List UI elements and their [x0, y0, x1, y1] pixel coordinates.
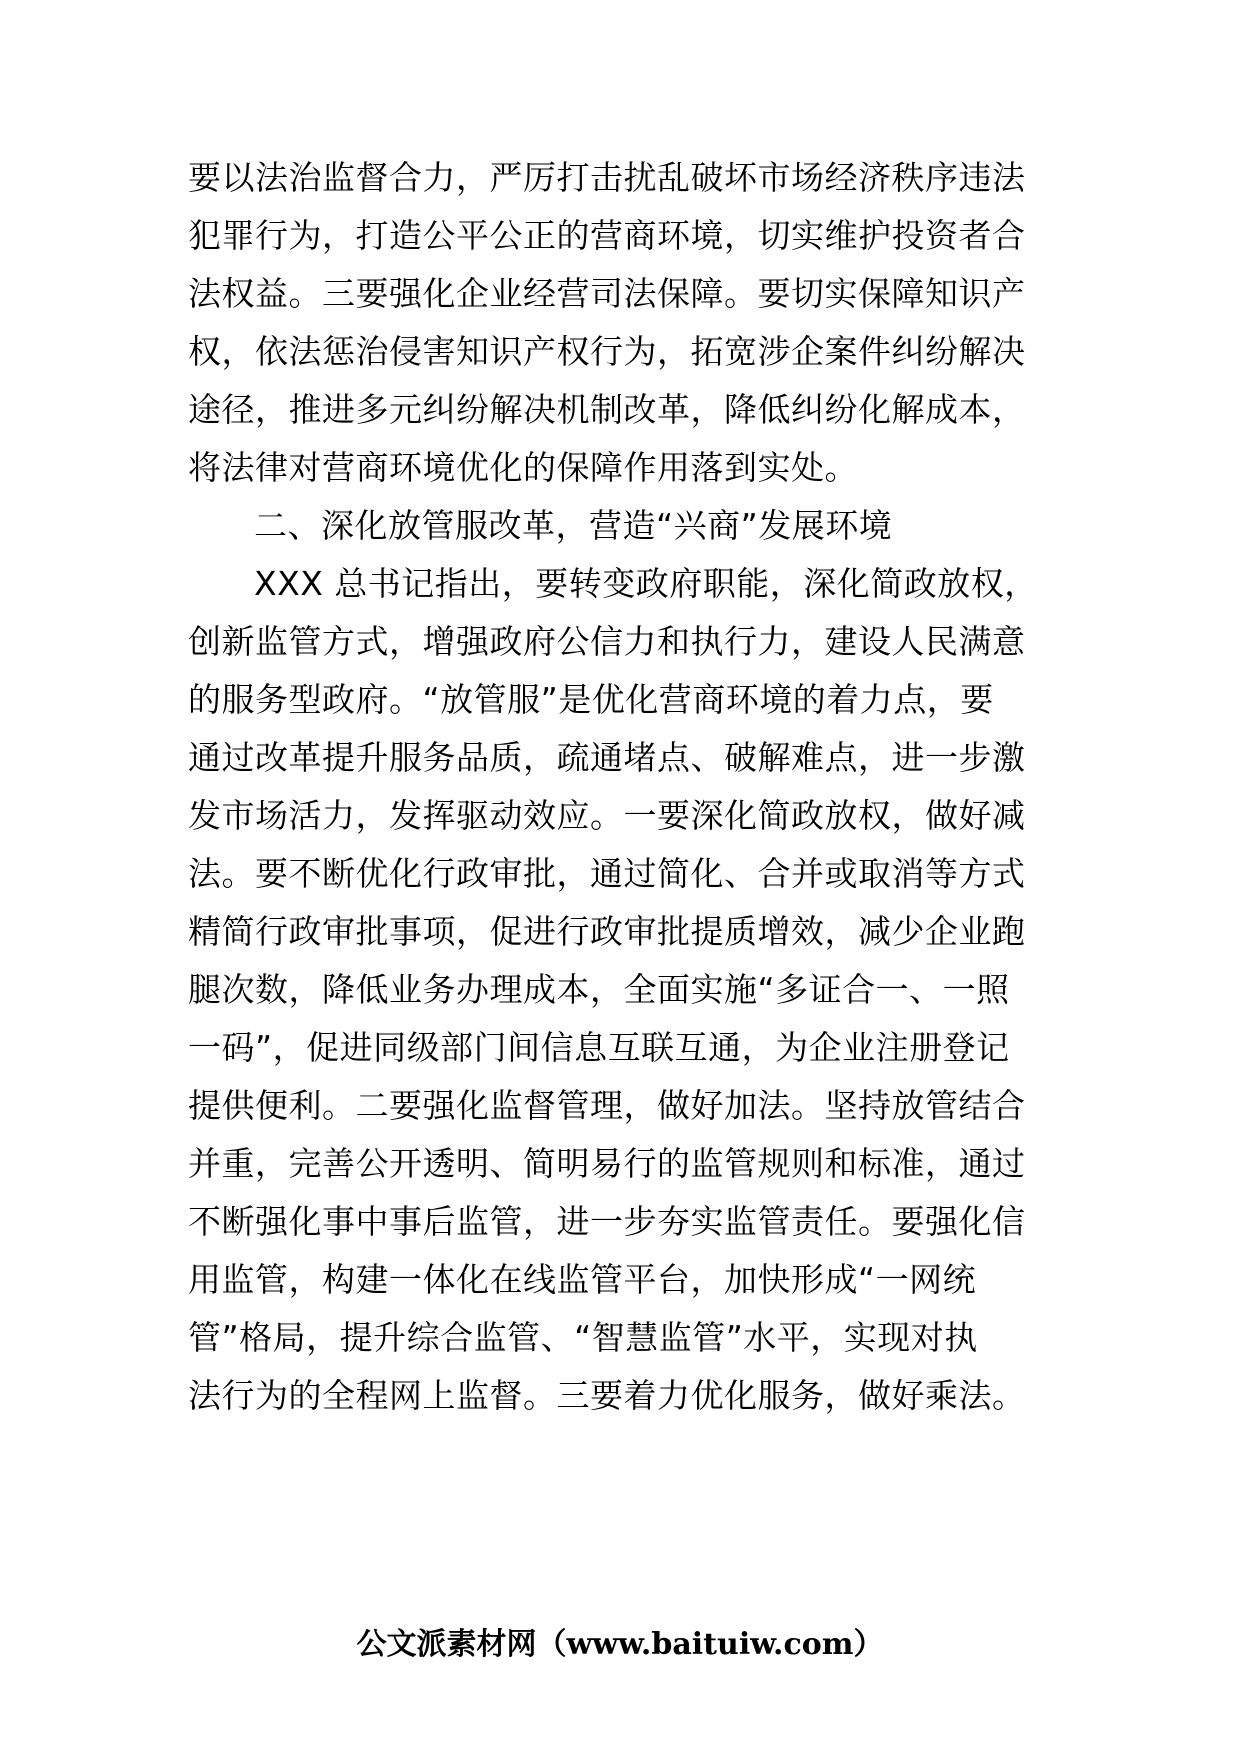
- body-text-line: 权，依法惩治侵害知识产权行为，拓宽涉企案件纠纷解决: [188, 332, 1026, 371]
- body-text-line: 一码”，促进同级部门间信息互联互通，为企业注册登记: [188, 1028, 1010, 1067]
- body-text-line: 精简行政审批事项，促进行政审批提质增效，减少企业跑: [188, 912, 1026, 951]
- body-text-line: 通过改革提升服务品质，疏通堵点、破解难点，进一步激: [188, 738, 1026, 777]
- section-heading: 二、深化放管服改革，营造“兴商”发展环境: [254, 506, 893, 545]
- body-text-line: 法。要不断优化行政审批，通过简化、合并或取消等方式: [188, 854, 1026, 893]
- body-text-line: 发市场活力，发挥驱动效应。一要深化简政放权，做好减: [188, 796, 1026, 835]
- body-text-line: 法权益。三要强化企业经营司法保障。要切实保障知识产: [188, 274, 1026, 313]
- body-text-line: 的服务型政府。“放管服”是优化营商环境的着力点，要: [188, 680, 994, 719]
- body-text-line: 并重，完善公开透明、简明易行的监管规则和标准，通过: [188, 1144, 1026, 1183]
- body-text-line: 用监管，构建一体化在线监管平台，加快形成“一网统: [188, 1260, 977, 1299]
- body-text-line: 提供便利。二要强化监督管理，做好加法。坚持放管结合: [188, 1086, 1026, 1125]
- body-text-line: 途径，推进多元纠纷解决机制改革，降低纠纷化解成本，: [188, 390, 1026, 429]
- body-text-line: 要以法治监督合力，严厉打击扰乱破坏市场经济秩序违法: [188, 158, 1026, 197]
- body-text-line: 腿次数，降低业务办理成本，全面实施“多证合一、一照: [188, 970, 1010, 1009]
- body-text-line: XXX 总书记指出，要转变政府职能，深化简政放权，: [254, 564, 1038, 603]
- footer-source-link: 公文派素材网（www.baituiw.com）: [356, 1627, 884, 1662]
- body-text-line: 犯罪行为，打造公平公正的营商环境，切实维护投资者合: [188, 216, 1026, 255]
- body-text-line: 管”格局，提升综合监管、“智慧监管”水平，实现对执: [188, 1318, 978, 1357]
- body-text-line: 不断强化事中事后监管，进一步夯实监管责任。要强化信: [188, 1202, 1026, 1241]
- body-text-line: 创新监管方式，增强政府公信力和执行力，建设人民满意: [188, 622, 1026, 661]
- body-text-line: 法行为的全程网上监督。三要着力优化服务，做好乘法。: [188, 1376, 1026, 1415]
- body-text-line: 将法律对营商环境优化的保障作用落到实处。: [188, 448, 858, 487]
